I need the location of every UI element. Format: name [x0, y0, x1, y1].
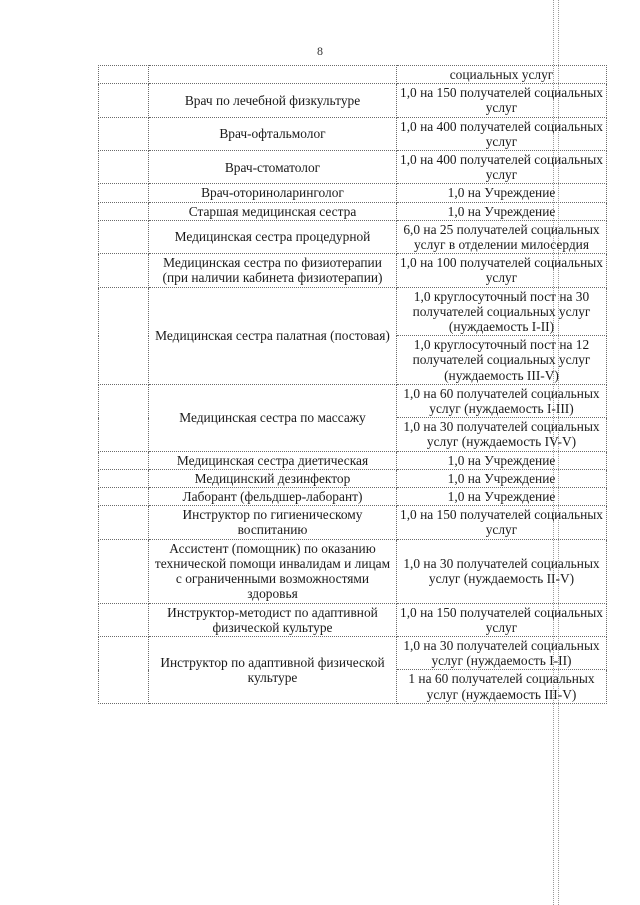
norm-cell: 1,0 на Учреждение [397, 184, 607, 202]
table-row [99, 506, 607, 539]
table-row [99, 384, 607, 417]
position-cell: Врач-стоматолог [149, 151, 397, 184]
norm-cell: 1,0 на 30 получателей социальных услуг (нуждаемость I-II) [397, 636, 607, 669]
position-cell: Медицинская сестра процедурной [149, 220, 397, 253]
norm-cell: 1,0 на 30 получателей социальных услуг (нуждаемость IV-V) [397, 418, 607, 451]
table-row [99, 66, 607, 84]
norm-cell: 1,0 на 100 получателей социальных услуг [397, 254, 607, 287]
number-cell [99, 506, 149, 539]
table-row [99, 488, 607, 506]
number-cell [99, 254, 149, 287]
number-cell [99, 220, 149, 253]
position-cell: Медицинская сестра по массажу [149, 384, 397, 451]
position-cell: Инструктор по гигиеническому воспитанию [149, 506, 397, 539]
norm-cell: 1,0 на Учреждение [397, 202, 607, 220]
staffing-table [98, 65, 607, 704]
position-cell: Медицинская сестра палатная (постовая) [149, 287, 397, 384]
table-row [99, 184, 607, 202]
position-cell: Медицинская сестра диетическая [149, 451, 397, 469]
number-cell [99, 384, 149, 451]
table-row [99, 539, 607, 603]
table-row [99, 84, 607, 117]
page-number: 8 [317, 44, 323, 58]
number-cell [99, 636, 149, 703]
norm-cell: 1,0 на 150 получателей социальных услуг [397, 84, 607, 117]
table-row [99, 636, 607, 669]
norm-cell: 6,0 на 25 получателей социальных услуг в отделении милосердия [397, 220, 607, 253]
number-cell [99, 184, 149, 202]
table-row [99, 469, 607, 487]
number-cell [99, 151, 149, 184]
number-cell [99, 66, 149, 84]
norm-cell: 1,0 на 400 получателей социальных услуг [397, 117, 607, 150]
table-row [99, 117, 607, 150]
norm-cell: 1,0 на 150 получателей социальных услуг [397, 506, 607, 539]
norm-cell: 1,0 на 150 получателей социальных услуг [397, 603, 607, 636]
position-cell: Лаборант (фельдшер-лаборант) [149, 488, 397, 506]
table-row [99, 287, 607, 336]
position-cell: Ассистент (помощник) по оказанию технической помощи инвалидам и лицам с ограниченными возможностями здоровья [149, 539, 397, 603]
position-cell: Инструктор-методист по адаптивной физической культуре [149, 603, 397, 636]
position-cell: Медицинская сестра по физиотерапии (при наличии кабинета физиотерапии) [149, 254, 397, 287]
number-cell [99, 603, 149, 636]
norm-cell: 1,0 круглосуточный пост на 30 получателей социальных услуг (нуждаемость I-II) [397, 287, 607, 336]
number-cell [99, 469, 149, 487]
number-cell [99, 84, 149, 117]
norm-cell: 1,0 на 60 получателей социальных услуг (нуждаемость I-III) [397, 384, 607, 417]
staffing-table-body [99, 66, 607, 704]
position-cell [149, 66, 397, 84]
norm-cell: 1,0 на 30 получателей социальных услуг (нуждаемость II-V) [397, 539, 607, 603]
norm-cell: 1,0 на 400 получателей социальных услуг [397, 151, 607, 184]
position-cell: Врач-офтальмолог [149, 117, 397, 150]
norm-cell: 1,0 круглосуточный пост на 12 получателей социальных услуг (нуждаемость III-V) [397, 336, 607, 385]
table-row [99, 220, 607, 253]
number-cell [99, 202, 149, 220]
number-cell [99, 287, 149, 384]
number-cell [99, 451, 149, 469]
table-row [99, 603, 607, 636]
norm-cell: 1,0 на Учреждение [397, 469, 607, 487]
position-cell: Медицинский дезинфектор [149, 469, 397, 487]
number-cell [99, 488, 149, 506]
norm-cell: 1,0 на Учреждение [397, 451, 607, 469]
number-cell [99, 117, 149, 150]
norm-cell: 1 на 60 получателей социальных услуг (нуждаемость III-V) [397, 670, 607, 703]
norm-cell: 1,0 на Учреждение [397, 488, 607, 506]
position-cell: Врач-оториноларинголог [149, 184, 397, 202]
table-row [99, 451, 607, 469]
table-row [99, 202, 607, 220]
position-cell: Инструктор по адаптивной физической культуре [149, 636, 397, 703]
number-cell [99, 539, 149, 603]
table-row [99, 151, 607, 184]
position-cell: Старшая медицинская сестра [149, 202, 397, 220]
table-row [99, 254, 607, 287]
norm-cell: социальных услуг [397, 66, 607, 84]
position-cell: Врач по лечебной физкультуре [149, 84, 397, 117]
